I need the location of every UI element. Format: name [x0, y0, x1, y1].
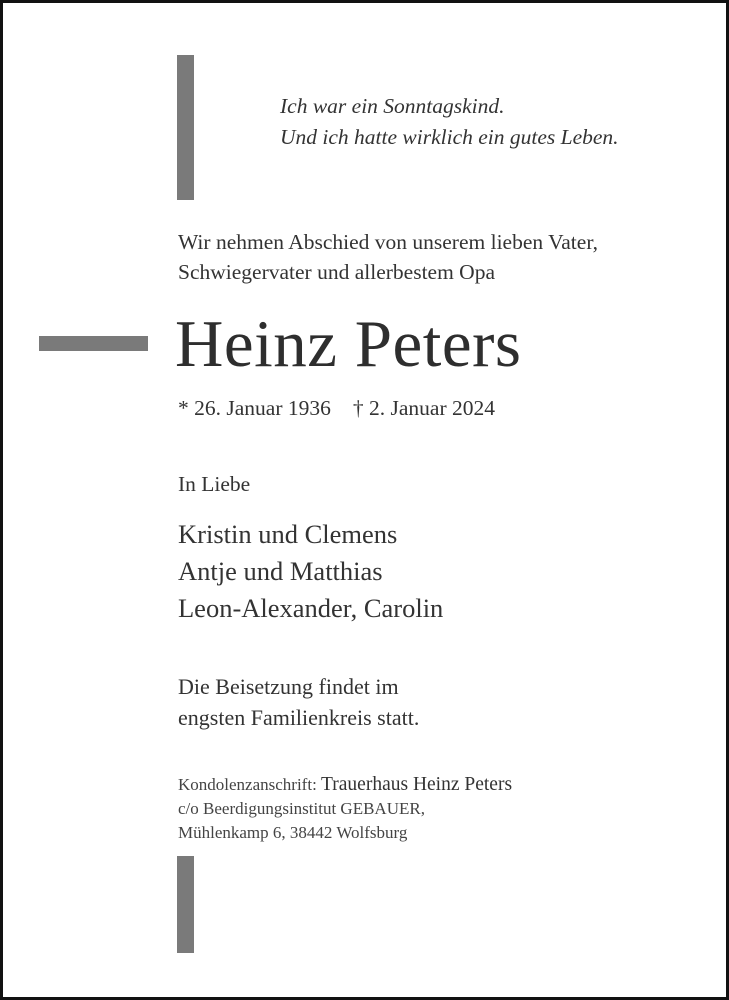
burial-line-1: Die Beisetzung findet im	[178, 674, 399, 699]
condolence-recipient: Trauerhaus Heinz Peters	[321, 774, 513, 795]
cross-left-bar	[39, 336, 148, 351]
condolence-line-1	[178, 773, 512, 797]
condolence-line-2: c/o Beerdigungsinstitut GEBAUER,	[178, 799, 425, 818]
life-dates	[178, 393, 495, 423]
mourner-name: Leon-Alexander, Carolin	[178, 593, 444, 623]
motto-line-1: Ich war ein Sonntagskind.	[280, 94, 505, 118]
in-love-label: In Liebe	[178, 472, 251, 496]
mourner-name: Kristin und Clemens	[178, 519, 398, 549]
condolence-label: Kondolenzanschrift:	[178, 775, 317, 794]
farewell-intro	[178, 227, 598, 287]
burial-line-2: engsten Familienkreis statt.	[178, 705, 420, 730]
burial-notice	[178, 671, 419, 733]
motto-quote	[280, 91, 619, 153]
mourner-name: Antje und Matthias	[178, 556, 383, 586]
condolence-address	[178, 773, 512, 845]
motto-line-2: Und ich hatte wirklich ein gutes Leben.	[280, 125, 619, 149]
intro-line-1: Wir nehmen Abschied von unserem lieben Vater,	[178, 230, 598, 254]
mourners-list	[178, 516, 443, 627]
condolence-line-3: Mühlenkamp 6, 38442 Wolfsburg	[178, 823, 408, 842]
birth-date: * 26. Januar 1936	[178, 396, 331, 420]
deceased-name: Heinz Peters	[175, 307, 522, 381]
death-date: † 2. Januar 2024	[352, 396, 495, 420]
intro-line-2: Schwiegervater und allerbestem Opa	[178, 260, 495, 284]
cross-top-bar	[177, 55, 194, 200]
cross-bottom-bar	[177, 856, 194, 953]
